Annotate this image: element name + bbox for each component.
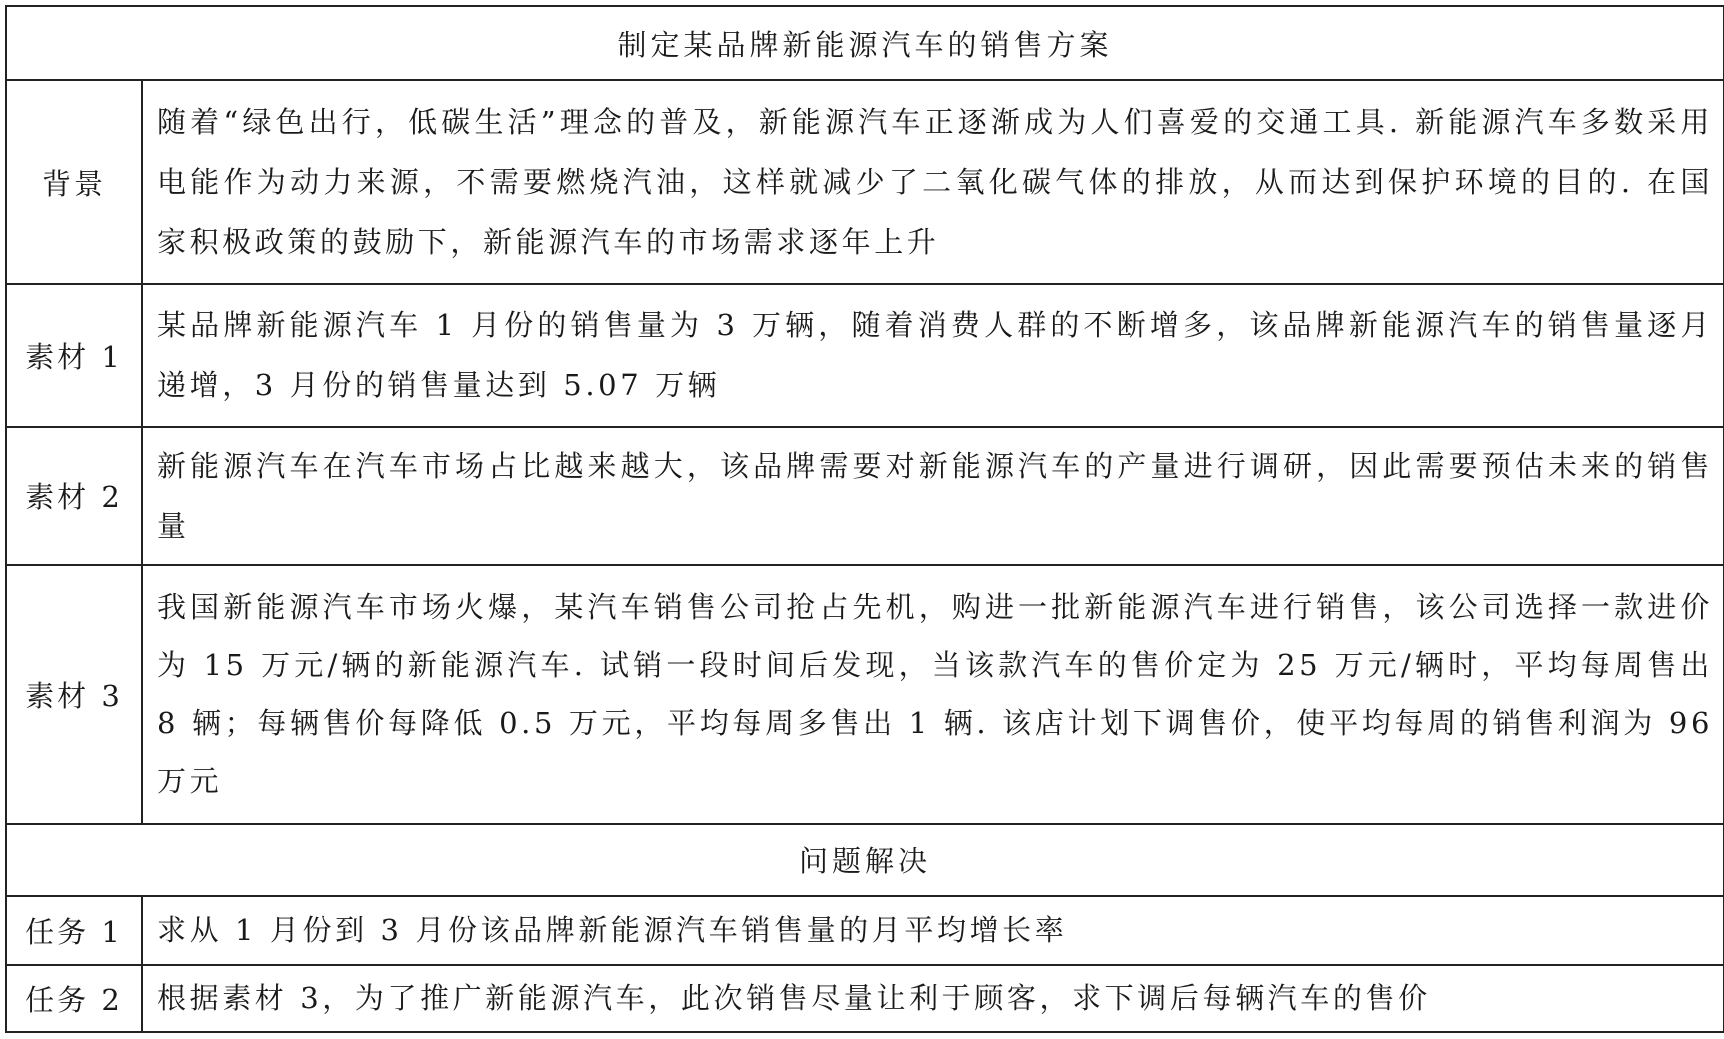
title-row [6, 6, 1724, 80]
material-2-label: 素材 2 [6, 427, 142, 565]
material-1-label: 素材 1 [6, 284, 142, 426]
background-text: 随着“绿色出行，低碳生活”理念的普及，新能源汽车正逐渐成为人们喜爱的交通工具. 新能源汽车多数采用电能作为动力来源，不需要燃烧汽油，这样就减少了二氧化碳气体的排放，从而达到保护环境的目的. 在国家积极政策的鼓励下，新能源汽车的市场需求逐年上升 [142, 80, 1724, 284]
task-1-row [6, 896, 1724, 965]
section-heading: 问题解决 [6, 824, 1724, 896]
task-1-label: 任务 1 [6, 896, 142, 965]
task-2-label: 任务 2 [6, 965, 142, 1032]
material-1-row [6, 284, 1724, 426]
background-label: 背景 [6, 80, 142, 284]
task-2-row [6, 965, 1724, 1032]
material-3-label: 素材 3 [6, 565, 142, 824]
material-3-text: 我国新能源汽车市场火爆，某汽车销售公司抢占先机，购进一批新能源汽车进行销售，该公司选择一款进价为 15 万元/辆的新能源汽车. 试销一段时间后发现，当该款汽车的售价定为 25 万元/辆时，平均每周售出 8 辆；每辆售价每降低 0.5 万元，平均每周多售出 1 辆. 该店计划下调售价，使平均每周的销售利润为 96 万元 [142, 565, 1724, 824]
material-2-text: 新能源汽车在汽车市场占比越来越大，该品牌需要对新能源汽车的产量进行调研，因此需要预估未来的销售量 [142, 427, 1724, 565]
table-title: 制定某品牌新能源汽车的销售方案 [6, 6, 1724, 80]
material-3-row [6, 565, 1724, 824]
material-1-text: 某品牌新能源汽车 1 月份的销售量为 3 万辆，随着消费人群的不断增多，该品牌新能源汽车的销售量逐月递增，3 月份的销售量达到 5.07 万辆 [142, 284, 1724, 426]
problem-solving-row [6, 824, 1724, 896]
background-row [6, 80, 1724, 284]
material-2-row [6, 427, 1724, 565]
task-1-text: 求从 1 月份到 3 月份该品牌新能源汽车销售量的月平均增长率 [142, 896, 1724, 965]
sales-plan-table [5, 5, 1724, 1033]
task-2-text: 根据素材 3，为了推广新能源汽车，此次销售尽量让利于顾客，求下调后每辆汽车的售价 [142, 965, 1724, 1032]
